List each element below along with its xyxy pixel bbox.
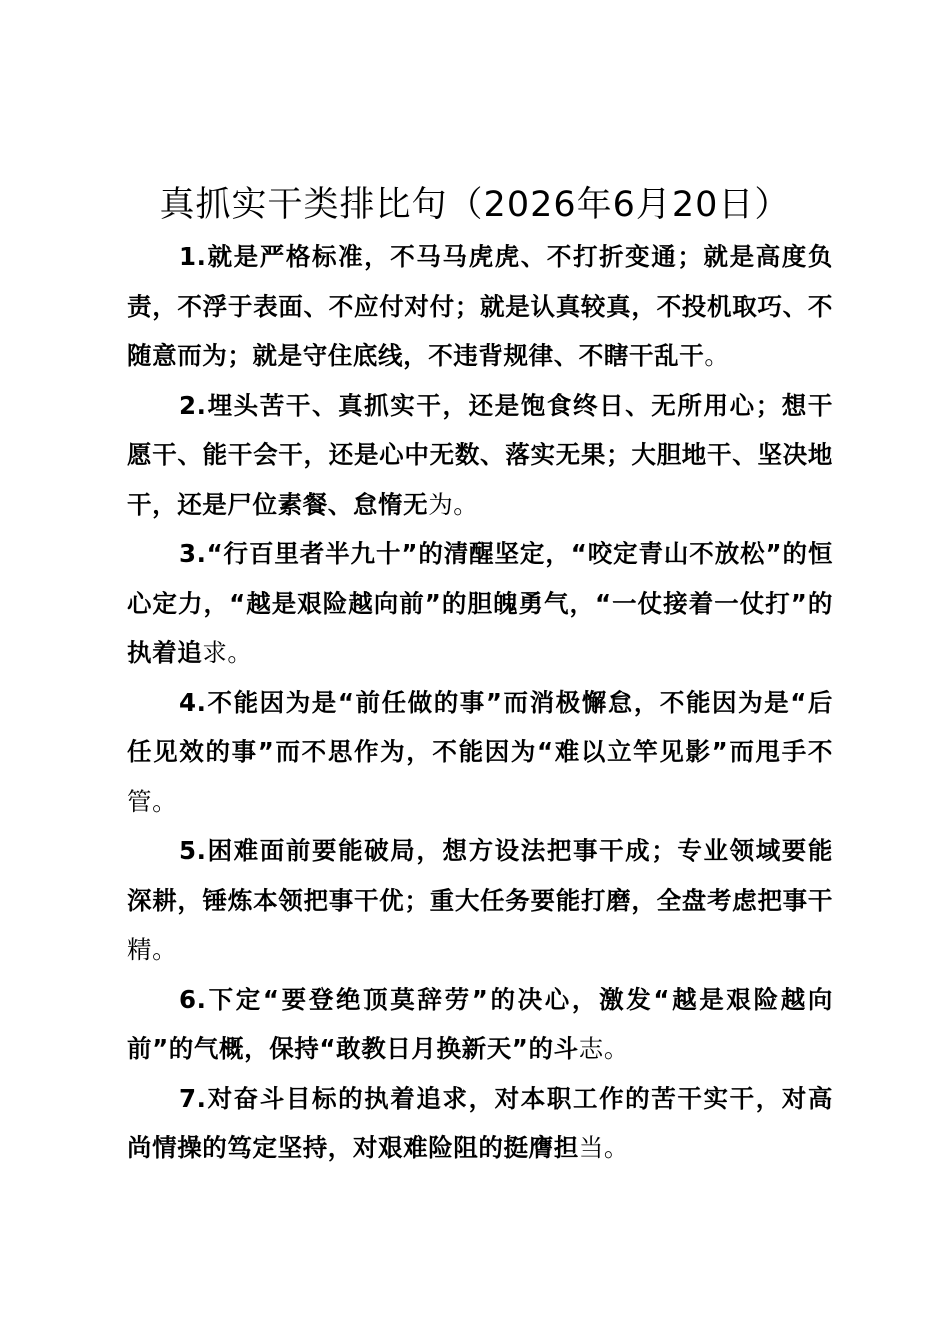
paragraph-number: 7. (179, 1083, 207, 1113)
paragraph-6 (127, 975, 833, 1074)
paragraph-tail: 。 (704, 341, 730, 370)
paragraph-number: 6. (179, 984, 207, 1014)
paragraph-text: 对奋斗目标的执着追求，对本职工作的苦干实干，对高尚情操的笃定坚持，对艰难险阻的挺膺担 (127, 1083, 833, 1162)
paragraph-number: 1. (179, 242, 207, 271)
paragraph-text: 不能因为是“前任做的事”而消极懈怠，不能因为是“后任见效的事”而不思作为，不能因为“难以立竿见影”而甩手不 (127, 687, 833, 766)
paragraph-tail: 当。 (578, 1133, 630, 1162)
paragraph-text: 埋头苦干、真抓实干，还是饱食终日、无所用心；想干愿干、能干会干，还是心中无数、落实无果；大胆地干、坚决地干，还是尸位素餐、怠惰无 (127, 390, 833, 519)
paragraph-text: 困难面前要能破局，想方设法把事干成；专业领域要能深耕，锤炼本领把事干优；重大任务要能打磨，全盘考虑把事干 (127, 836, 833, 915)
paragraph-number: 2. (179, 390, 207, 420)
paragraph-2 (127, 381, 833, 530)
paragraph-tail: 志。 (578, 1034, 629, 1063)
paragraph-7 (127, 1074, 833, 1173)
paragraph-1 (127, 232, 833, 381)
paragraph-4 (127, 678, 833, 827)
paragraph-number: 5. (179, 836, 207, 865)
document-body (127, 232, 833, 1173)
paragraph-text: 下定“要登绝顶莫辞劳”的决心，激发“越是艰险越向前”的气概，保持“敢教日月换新天”的斗 (127, 984, 833, 1063)
paragraph-number: 3. (179, 539, 207, 568)
paragraph-tail: 管。 (127, 786, 178, 816)
paragraph-tail: 精。 (127, 935, 178, 964)
document-title: 真抓实干类排比句（2026年6月20日） (159, 185, 791, 225)
paragraph-5 (127, 826, 833, 975)
paragraph-number: 4. (179, 687, 207, 717)
paragraph-text: 就是严格标准，不马马虎虎、不打折变通；就是高度负责，不浮于表面、不应付对付；就是认真较真，不投机取巧、不随意而为；就是守住底线，不违背规律、不瞎干乱干 (127, 242, 833, 370)
paragraph-3 (127, 529, 833, 678)
paragraph-text: “行百里者半九十”的清醒坚定，“咬定青山不放松”的恒心定力，“越是艰险越向前”的胆魄勇气，“一仗接着一仗打”的执着追 (127, 539, 833, 667)
paragraph-tail: 为。 (428, 489, 479, 519)
paragraph-tail: 求。 (202, 638, 253, 667)
